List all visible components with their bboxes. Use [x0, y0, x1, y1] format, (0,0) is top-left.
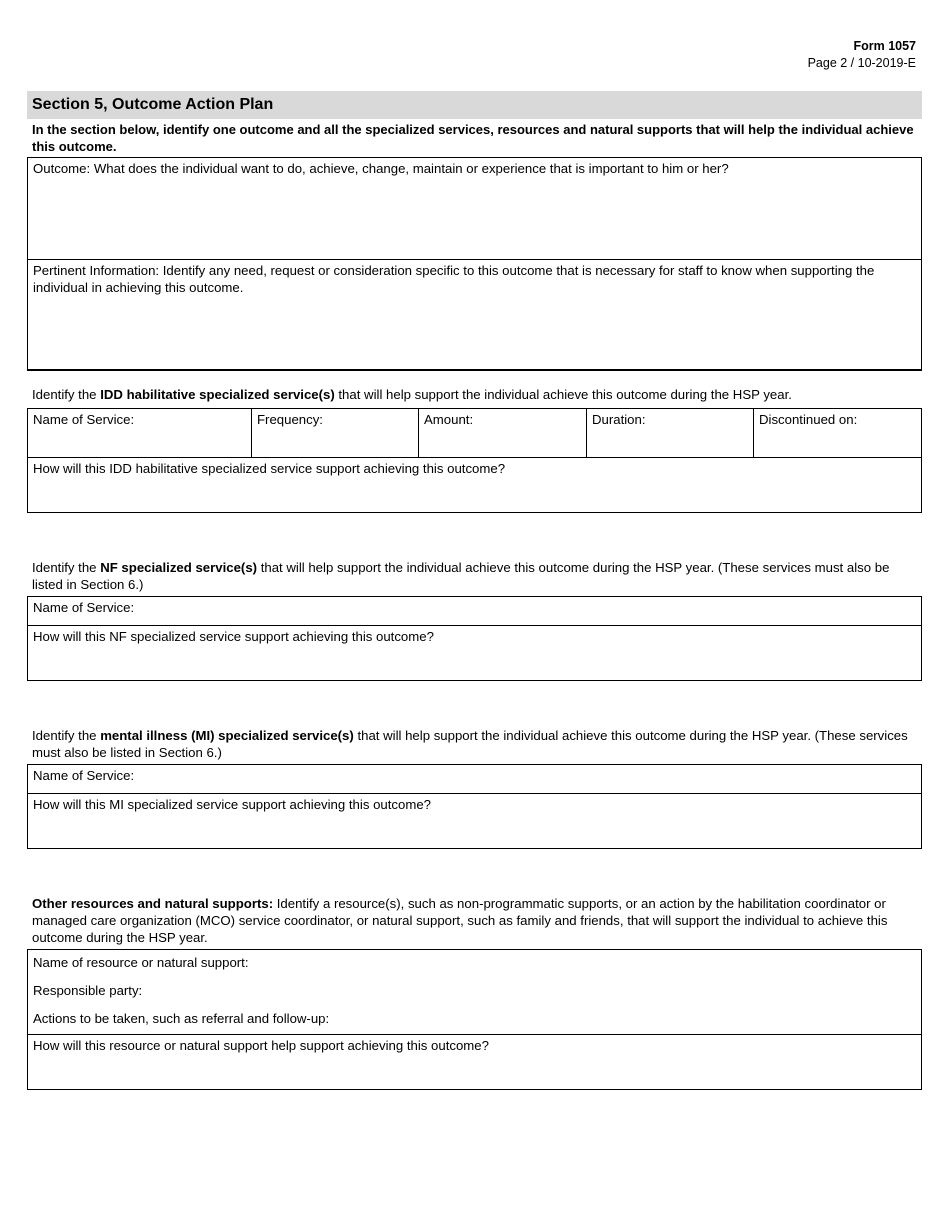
nf-prompt	[27, 559, 922, 593]
form-page	[27, 91, 922, 1090]
mi-how-field[interactable]	[28, 793, 921, 848]
idd-frequency-label: Frequency:	[257, 412, 323, 427]
idd-prompt	[27, 386, 922, 403]
idd-amount-label: Amount:	[424, 412, 474, 427]
mi-name-of-service-field[interactable]	[28, 765, 921, 793]
nf-name-of-service-field[interactable]	[28, 597, 921, 625]
other-how-field[interactable]	[28, 1034, 921, 1089]
idd-prompt-pre: Identify the	[32, 387, 101, 402]
mi-prompt-bold: mental illness (MI) specialized service(s)	[100, 728, 354, 743]
other-how-label: How will this resource or natural support help support achieving this outcome?	[33, 1038, 489, 1053]
mi-name-label: Name of Service:	[33, 768, 135, 783]
idd-discontinued-label: Discontinued on:	[759, 412, 858, 427]
nf-prompt-post: that will help support the individual achieve this outcome during the HSP year. (These services must also be listed in Section 6.)	[32, 560, 890, 592]
other-resource-block	[28, 950, 921, 1034]
responsible-party-field[interactable]	[33, 982, 916, 1010]
idd-duration-field[interactable]	[587, 409, 754, 457]
idd-duration-label: Duration:	[592, 412, 646, 427]
other-prompt	[27, 895, 922, 946]
nf-how-label: How will this NF specialized service support achieving this outcome?	[33, 629, 434, 644]
mi-prompt-post: that will help support the individual achieve this outcome during the HSP year. (These services must also be listed in Section 6.)	[32, 728, 908, 760]
idd-name-label: Name of Service:	[33, 412, 135, 427]
other-prompt-post: Identify a resource(s), such as non-programmatic supports, or an action by the habilitation coordinator or managed care organization (MCO) service coordinator, or natural support, such as family and friends, that will support the individual to achieve this outcome during the HSP year.	[32, 896, 888, 945]
mi-prompt	[27, 727, 922, 761]
outcome-label: Outcome: What does the individual want to do, achieve, change, maintain or experience that is important to him or her?	[33, 161, 729, 176]
nf-prompt-bold: NF specialized service(s)	[100, 560, 258, 575]
resource-name-label: Name of resource or natural support:	[33, 955, 249, 970]
mi-how-label: How will this MI specialized service support achieving this outcome?	[33, 797, 431, 812]
mi-prompt-pre: Identify the	[32, 728, 101, 743]
resource-name-field[interactable]	[33, 954, 916, 982]
nf-name-label: Name of Service:	[33, 600, 135, 615]
idd-name-of-service-field[interactable]	[28, 409, 252, 457]
nf-prompt-pre: Identify the	[32, 560, 101, 575]
nf-service-table	[27, 596, 922, 681]
outcome-box	[27, 157, 922, 371]
other-resource-table	[27, 949, 922, 1090]
idd-service-row	[28, 409, 921, 457]
page-info: Page 2 / 10-2019-E	[807, 56, 916, 70]
section-intro: In the section below, identify one outcome and all the specialized services, resources and natural supports that will help the individual achieve this outcome.	[32, 122, 914, 154]
idd-discontinued-field[interactable]	[754, 409, 921, 457]
idd-frequency-field[interactable]	[252, 409, 419, 457]
idd-amount-field[interactable]	[419, 409, 587, 457]
actions-label: Actions to be taken, such as referral and follow-up:	[33, 1011, 330, 1026]
other-prompt-bold: Other resources and natural supports:	[32, 896, 274, 911]
pertinent-info-field[interactable]	[28, 259, 921, 370]
actions-field[interactable]	[33, 1010, 916, 1034]
idd-how-field[interactable]	[28, 457, 921, 512]
form-header	[808, 38, 916, 72]
nf-how-field[interactable]	[28, 625, 921, 680]
idd-how-label: How will this IDD habilitative specialized service support achieving this outcome?	[33, 461, 506, 476]
idd-service-table	[27, 408, 922, 513]
idd-prompt-bold: IDD habilitative specialized service(s)	[100, 387, 335, 402]
outcome-field[interactable]	[28, 158, 921, 259]
form-number: Form 1057	[853, 39, 916, 53]
pertinent-info-label: Pertinent Information: Identify any need, request or consideration specific to this outcome that is necessary for staff to know when supporting the individual in achieving this outcome.	[33, 263, 875, 295]
responsible-party-label: Responsible party:	[33, 983, 143, 998]
mi-service-table	[27, 764, 922, 849]
section-title: Section 5, Outcome Action Plan	[27, 91, 922, 119]
idd-prompt-post: that will help support the individual achieve this outcome during the HSP year.	[334, 387, 792, 402]
